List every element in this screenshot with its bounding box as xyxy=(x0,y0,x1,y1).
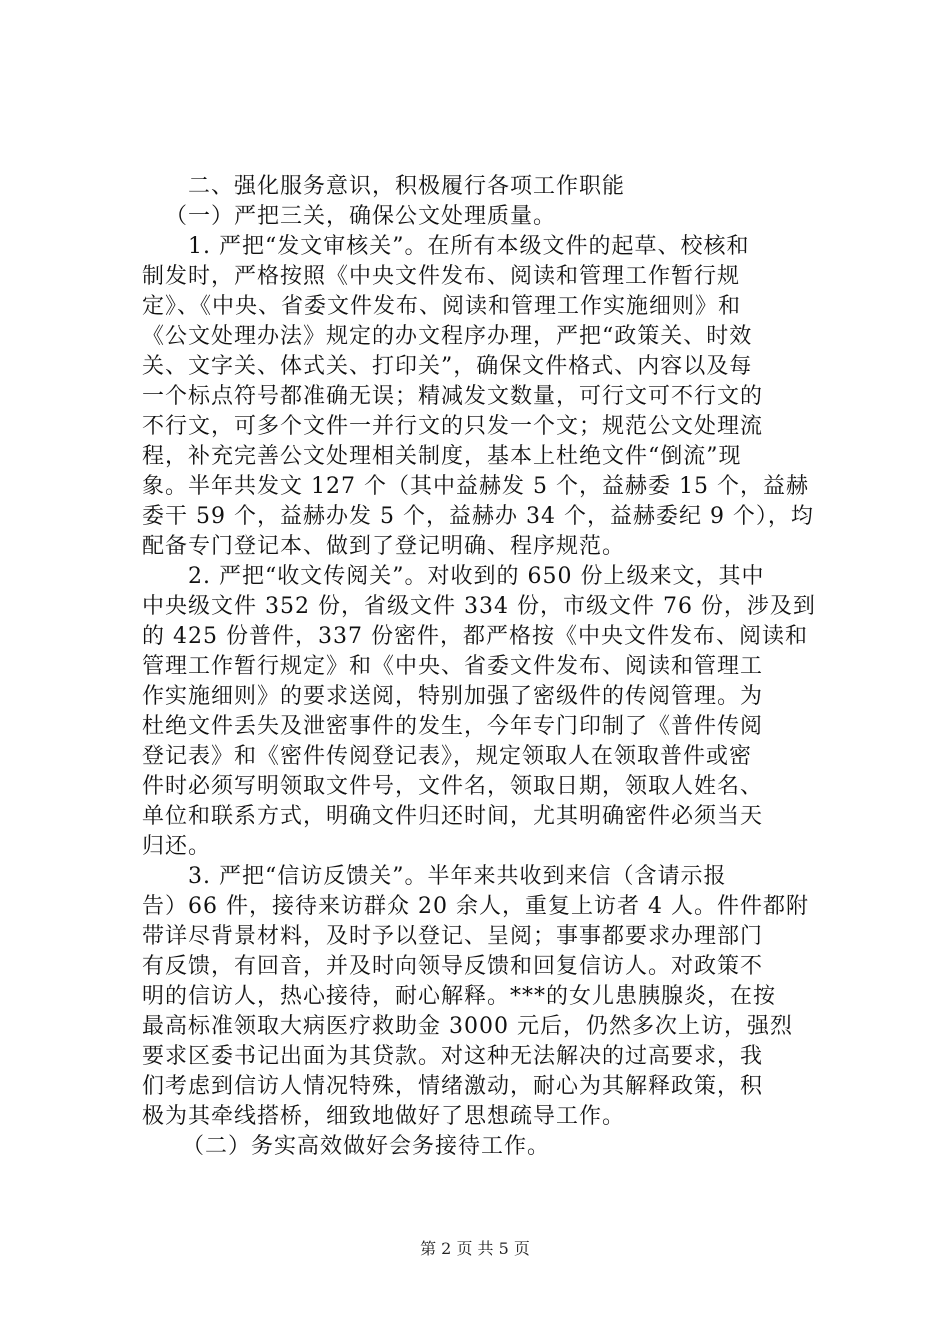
paragraph-line: 关、文字关、体式关、打印关”，确保文件格式、内容以及每 xyxy=(142,354,753,379)
paragraph-line: 极为其牵线搭桥，细致地做好了思想疏导工作。 xyxy=(142,1104,626,1129)
paragraph-line: 不行文，可多个文件一并行文的只发一个文；规范公文处理流 xyxy=(142,414,764,439)
paragraph-line: 《公文处理办法》规定的办文程序办理，严把“政策关、时效 xyxy=(142,324,753,349)
paragraph-line: 中央级文件 352 份，省级文件 334 份，市级文件 76 份，涉及到 xyxy=(142,594,816,619)
paragraph-line: 象。半年共发文 127 个（其中益赫发 5 个，益赫委 15 个，益赫 xyxy=(142,474,809,499)
paragraph-line: 明的信访人，热心接待，耐心解释。***的女儿患胰腺炎，在按 xyxy=(142,984,777,1009)
paragraph-line: 1. 严把“发文审核关”。在所有本级文件的起草、校核和 xyxy=(188,234,750,259)
paragraph-line: 归还。 xyxy=(142,834,212,859)
paragraph-line: 告）66 件，接待来访群众 20 余人，重复上访者 4 人。件件都附 xyxy=(142,894,809,919)
paragraph-line: 最高标准领取大病医疗救助金 3000 元后，仍然多次上访，强烈 xyxy=(142,1014,793,1039)
paragraph-line: 单位和联系方式，明确文件归还时间，尤其明确密件必须当天 xyxy=(142,804,764,829)
paragraph-line: 一个标点符号都准确无误；精减发文数量，可行文可不行文的 xyxy=(142,384,764,409)
paragraph-line: 要求区委书记出面为其贷款。对这种无法解决的过高要求，我 xyxy=(142,1044,764,1069)
subsection-heading: （二）务实高效做好会务接待工作。 xyxy=(182,1134,551,1159)
paragraph-line: 定》、《中央、省委文件发布、阅读和管理工作实施细则》和 xyxy=(142,294,742,319)
paragraph-line: 管理工作暂行规定》和《中央、省委文件发布、阅读和管理工 xyxy=(142,654,764,679)
subsection-heading: （一）严把三关，确保公文处理质量。 xyxy=(165,204,557,229)
paragraph-line: 2. 严把“收文传阅关”。对收到的 650 份上级来文，其中 xyxy=(188,564,765,589)
paragraph-line: 作实施细则》的要求送阅，特别加强了密级件的传阅管理。为 xyxy=(142,684,764,709)
paragraph-line: 委干 59 个，益赫办发 5 个，益赫办 34 个，益赫委纪 9 个），均 xyxy=(142,504,814,529)
paragraph-line: 3. 严把“信访反馈关”。半年来共收到来信（含请示报 xyxy=(188,864,727,889)
paragraph-line: 件时必须写明领取文件号，文件名，领取日期，领取人姓名、 xyxy=(142,774,764,799)
section-heading: 二、强化服务意识，积极履行各项工作职能 xyxy=(188,174,626,199)
document-body xyxy=(142,172,822,1162)
paragraph-line: 配备专门登记本、做到了登记明确、程序规范。 xyxy=(142,534,626,559)
paragraph-line: 制发时，严格按照《中央文件发布、阅读和管理工作暂行规 xyxy=(142,264,741,289)
page-footer: 第 2 页 共 5 页 xyxy=(420,1239,530,1258)
paragraph-line: 们考虑到信访人情况特殊，情绪激动，耐心为其解释政策，积 xyxy=(142,1074,764,1099)
paragraph-line: 登记表》和《密件传阅登记表》，规定领取人在领取普件或密 xyxy=(142,744,753,769)
paragraph-line: 带详尽背景材料，及时予以登记、呈阅；事事都要求办理部门 xyxy=(142,924,764,949)
paragraph-line: 有反馈，有回音，并及时向领导反馈和回复信访人。对政策不 xyxy=(142,954,764,979)
paragraph-line: 程，补充完善公文处理相关制度，基本上杜绝文件“倒流”现 xyxy=(142,444,742,469)
paragraph-line: 的 425 份普件，337 份密件，都严格按《中央文件发布、阅读和 xyxy=(142,624,808,649)
paragraph-line: 杜绝文件丢失及泄密事件的发生，今年专门印制了《普件传阅 xyxy=(142,714,764,739)
